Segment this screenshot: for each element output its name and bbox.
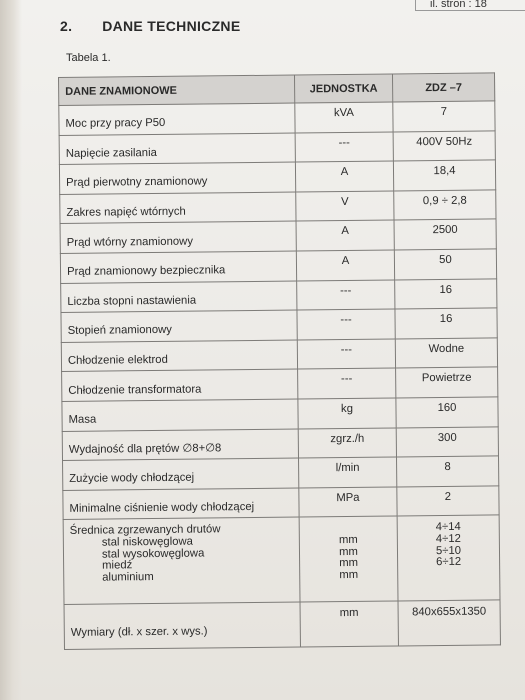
table-row [61,338,497,372]
table-row-wire-diameter [63,515,500,605]
parameter-unit: V [296,191,394,222]
parameter-value: 300 [396,426,498,457]
parameter-name: Napięcie zasilania [59,133,295,165]
table-row [63,486,499,520]
parameter-name: Zakres napięć wtórnych [60,192,296,224]
parameter-value: 400V 50Hz [393,131,495,162]
parameter-unit: mm [300,601,398,647]
parameter-name: Zużycie wody chłodzącej [63,458,299,490]
parameter-unit-group [299,516,398,602]
wire-type-label: miedź [102,559,133,572]
parameter-value: 2 [397,486,499,517]
table-header-row [59,73,495,106]
parameter-unit: --- [297,309,395,340]
parameter-value: 0,9 ÷ 2,8 [394,190,496,221]
wire-value: 5÷10 [435,544,462,557]
parameter-value-group [397,515,500,601]
parameter-unit: A [296,250,394,281]
page-binding-shadow [0,0,22,700]
parameter-name: Moc przy pracy P50 [59,103,295,135]
parameter-value: 160 [396,397,498,428]
column-header-rating: DANE ZNAMIONOWE [59,75,295,105]
table-row [63,456,499,490]
column-header-unit: JEDNOSTKA [294,74,392,103]
table-row [61,308,497,342]
parameter-name: Chłodzenie transformatora [62,369,298,401]
table-row [59,101,495,135]
table-row [60,249,496,283]
parameter-value: Wodne [395,338,497,369]
parameter-value: 840x655x1350 [398,600,500,646]
parameter-value: 16 [395,278,497,309]
table-row [62,426,498,460]
parameter-value: 18,4 [393,160,495,191]
wire-unit: mm [338,533,358,546]
table-row [62,397,498,431]
parameter-unit: --- [298,368,396,399]
parameter-name: Liczba stopni nastawienia [61,281,297,313]
table-row [59,160,495,194]
technical-data-table [58,72,501,650]
parameter-name: Wymiary (dł. x szer. x wys.) [64,602,300,649]
parameter-name-group [63,517,300,604]
parameter-value: 50 [394,249,496,280]
wire-type-label: stal niskowęglowa [101,535,193,549]
parameter-unit: --- [297,339,395,370]
wire-value: 4÷14 [435,521,461,534]
parameter-name: Wydajność dla prętów ∅8+∅8 [62,429,298,461]
parameter-unit: A [296,220,394,251]
table-caption: Tabela 1. [66,52,111,64]
parameter-value: 2500 [394,219,496,250]
parameter-unit: --- [297,280,395,311]
section-title: DANE TECHNICZNE [102,18,241,34]
table-row [61,278,497,312]
parameter-value: 16 [395,308,497,339]
parameter-name: Prąd pierwotny znamionowy [59,162,295,194]
parameter-value: 7 [393,101,495,132]
parameter-unit: kg [298,398,396,429]
parameter-name: Minimalne ciśnienie wody chłodzącej [63,488,299,520]
parameter-unit: l/min [299,457,397,488]
column-header-model: ZDZ –7 [392,73,494,102]
wire-value: 4÷12 [435,532,461,545]
parameter-value: Powietrze [396,367,498,398]
wire-unit: mm [339,545,358,558]
wire-type-label: stal wysokowęglowa [101,546,205,561]
parameter-name: Masa [62,399,298,431]
page-count: il. stron : 18 [430,0,487,10]
table-row-dimensions [64,600,500,650]
parameter-name: Prąd wtórny znamionowy [60,221,296,253]
parameter-unit: --- [295,132,393,163]
parameter-unit: zgrz./h [298,428,396,459]
parameter-name: Stopień znamionowy [61,310,297,342]
section-number: 2. [60,18,73,34]
parameter-value: 8 [396,456,498,487]
wire-type-label: aluminium [102,570,154,584]
section-heading [60,18,240,34]
table-row [60,219,496,253]
wire-diameter-title: Średnica zgrzewanych drutów [69,523,221,538]
wire-unit: mm [339,556,359,570]
parameter-name: Prąd znamionowy bezpiecznika [60,251,296,283]
wire-unit: mm [339,568,359,581]
parameter-unit: A [295,161,393,192]
table-row [60,190,496,224]
table-row [62,367,498,401]
parameter-unit: MPa [299,487,397,518]
table-row [59,131,495,165]
parameter-name: Chłodzenie elektrod [61,340,297,372]
parameter-unit: kVA [295,102,393,133]
wire-value: 6÷12 [436,555,462,569]
